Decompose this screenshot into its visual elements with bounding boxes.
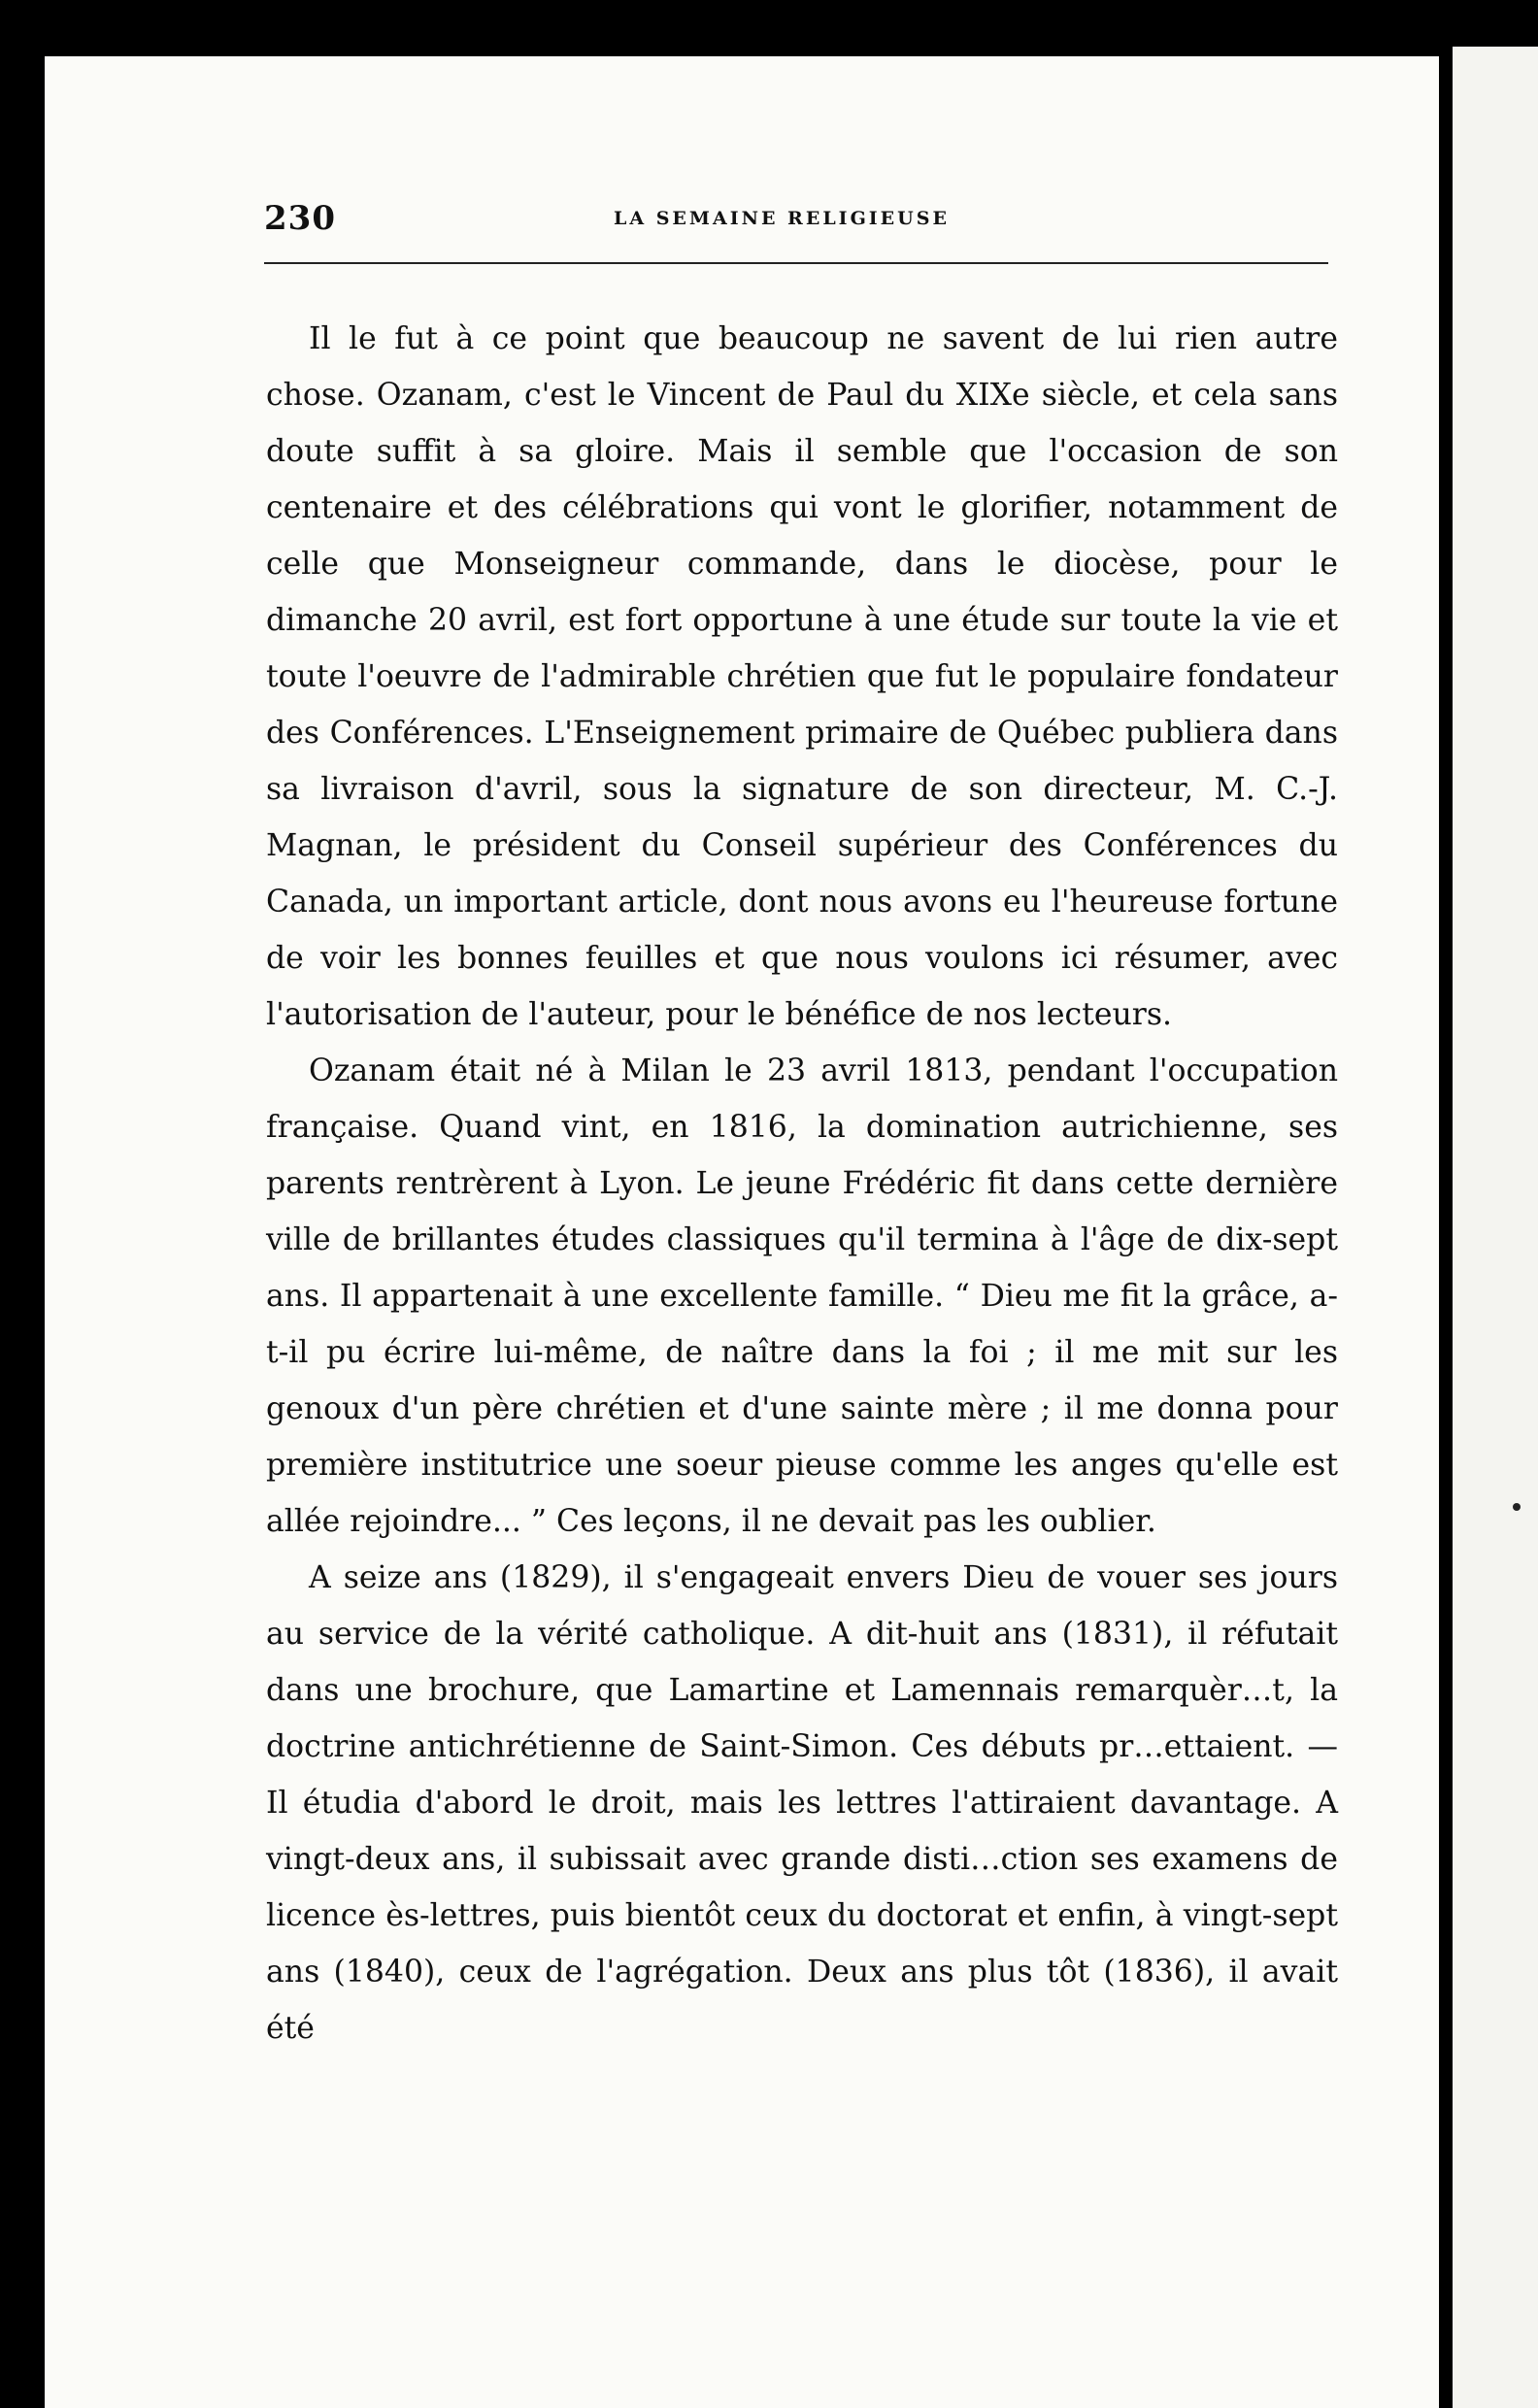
paragraph: Il le fut à ce point que beaucoup ne savent de lui rien autre chose. Ozanam, c'est le Vincent de Paul du XIXe siècle, et cela sans doute suffit à sa gloire. Mais il semble que l'occasion de son centenaire et des célébrations qui vont le glorifier, notamment de celle que Monseigneur commande, dans le diocèse, pour le dimanche 20 avril, est fort opportune à une étude sur toute la vie et toute l'oeuvre de l'admirable chrétien que fut le populaire fondateur des Conférences. L'Enseignement primaire de Québec publiera dans sa livraison d'avril, sous la signature de son directeur, M. C.-J. Magnan, le président du Conseil supérieur des Conférences du Canada, un important article, dont nous avons eu l'heureuse fortune de voir les bonnes feuilles et que nous voulons ici résumer, avec l'autorisation de l'auteur, pour le bénéfice de nos lecteurs. (266, 321, 1338, 1032)
header-rule (264, 262, 1328, 264)
page-number: 230 (264, 199, 336, 238)
running-head (264, 199, 1332, 238)
journal-title: LA SEMAINE RELIGIEUSE (614, 208, 950, 229)
article-body (266, 311, 1338, 2057)
adjacent-page-edge (1453, 47, 1538, 2408)
paragraph: Ozanam était né à Milan le 23 avril 1813, pendant l'occupation française. Quand vint, en 1816, la domination autrichienne, ses parents rentrèrent à Lyon. Le jeune Frédéric fit dans cette dernière ville de brillantes études classiques qu'il termina à l'âge de dix-sept ans. Il appartenait à une excellente famille. “ Dieu me fit la grâce, a-t-il pu écrire lui-même, de naître dans la foi ; il me mit sur les genoux d'un père chrétien et d'une sainte mère ; il me donna pour première institutrice une soeur pieuse comme les anges qu'elle est allée rejoindre... ” Ces leçons, il ne devait pas les oublier. (266, 1054, 1338, 1539)
paragraph: A seize ans (1829), il s'engageait envers Dieu de vouer ses jours au service de la vérité catholique. A dit-huit ans (1831), il réfutait dans une brochure, que Lamartine et Lamennais remarquèr…t, la doctrine antichrétienne de Saint-Simon. Ces débuts pr…ettaient. — Il étudia d'abord le droit, mais les lettres l'attiraient davantage. A vingt-deux ans, il subissait avec grande disti…ction ses examens de licence ès-lettres, puis bientôt ceux du doctorat et enfin, à vingt-sept ans (1840), ceux de l'agrégation. Deux ans plus tôt (1836), il avait été (266, 1560, 1338, 2046)
scan-speck (1513, 1503, 1521, 1511)
